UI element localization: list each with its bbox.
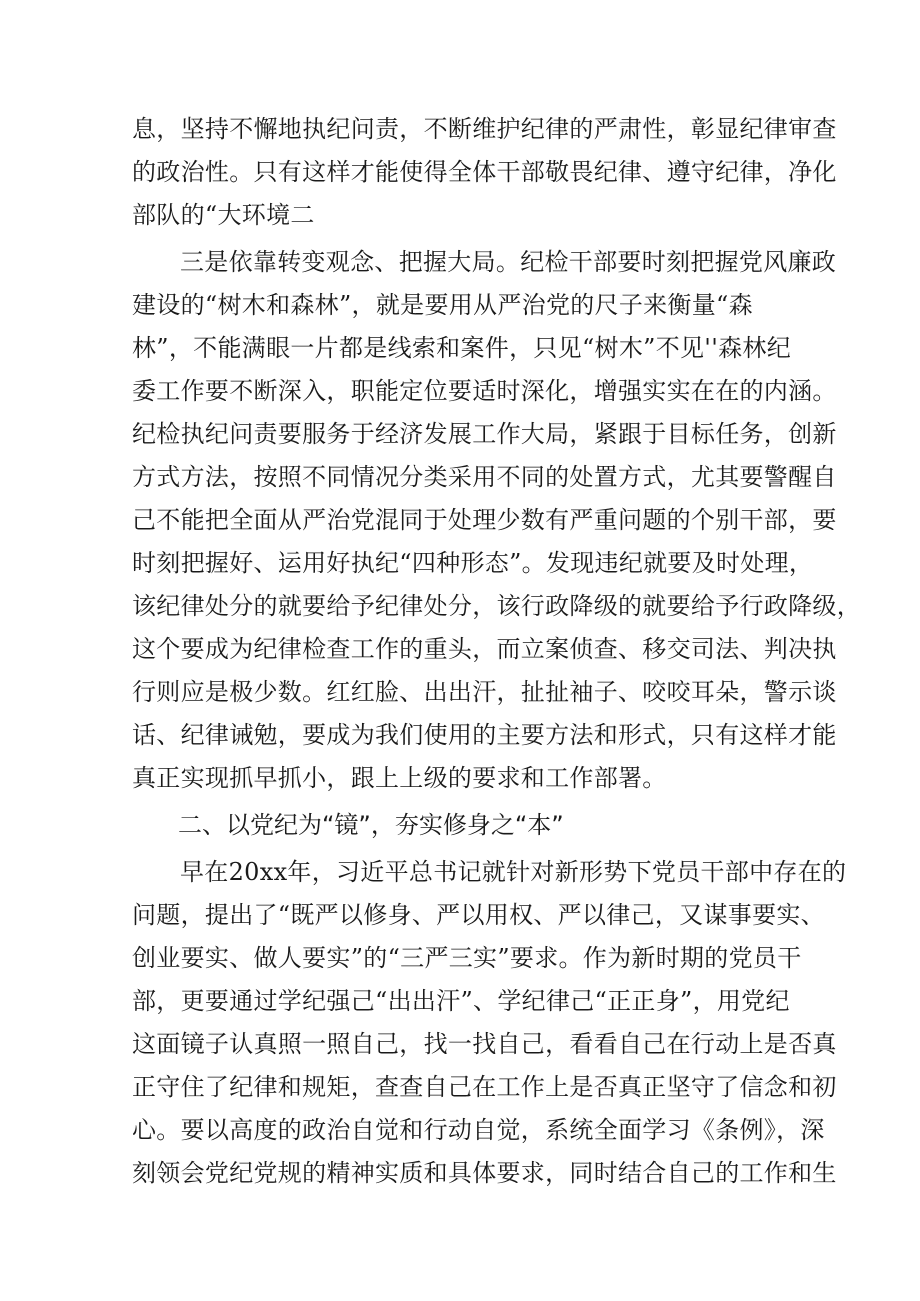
- paragraph-point-three: [132, 241, 861, 800]
- section-heading: 二、以党纪为“镜”，夯实修身之“本”: [178, 811, 564, 839]
- text-line: 刻领会党纪党规的精神实质和具体要求，同时结合自己的工作和生: [132, 1159, 837, 1187]
- text-line: 部，更要通过学纪强己“出出汗”、学纪律己“正正身”，用党纪: [132, 987, 790, 1015]
- text-line: 该纪律处分的就要给予纪律处分，该行政降级的就要给予行政降级，: [132, 592, 861, 620]
- text-line: 问题，提出了“既严以修身、严以用权、严以律己，又谋事要实、: [132, 901, 825, 929]
- text-line: 三是依靠转变观念、把握大局。纪检干部要时刻把握党风廉政: [180, 248, 837, 276]
- paragraph-continuation: [132, 108, 837, 237]
- text-line: 林”，不能满眼一片都是线索和案件，只见“树木”不见''森林纪: [132, 334, 792, 362]
- text-line: 这面镜子认真照一照自己，找一找自己，看看自己在行动上是否真: [132, 1030, 837, 1058]
- text-line: 真正实现抓早抓小，跟上上级的要求和工作部署。: [132, 764, 667, 792]
- text-line: 时刻把握好、运用好执纪“四种形态”。发现违纪就要及时处理，: [132, 549, 814, 577]
- text-line: 正守住了纪律和规矩，查查自己在工作上是否真正坚守了信念和初: [132, 1073, 837, 1101]
- text-line: 部队的“大环境二: [132, 201, 315, 229]
- text-line: 己不能把全面从严治党混同于处理少数有严重问题的个别干部，要: [132, 506, 837, 534]
- text-line: 方式方法，按照不同情况分类采用不同的处置方式，尤其要警醒自: [132, 463, 837, 491]
- text-line: 的政治性。只有这样才能使得全体干部敬畏纪律、遵守纪律，净化: [132, 158, 837, 186]
- text-line: 纪检执纪问责要服务于经济发展工作大局，紧跟于目标任务，创新: [132, 420, 837, 448]
- text-line: 早在20xx年，习近平总书记就针对新形势下党员干部中存在的: [180, 858, 847, 886]
- text-line: 委工作要不断深入，职能定位要适时深化，增强实实在在的内涵。: [132, 377, 837, 405]
- text-line: 行则应是极少数。红红脸、出出汗，扯扯袖子、咬咬耳朵，警示谈: [132, 678, 837, 706]
- paragraph-section-two: [132, 851, 847, 1195]
- text-line: 建设的“树木和森林”，就是要用从严治党的尺子来衡量“森: [132, 291, 753, 319]
- text-line: 创业要实、做人要实”的“三严三实”要求。作为新时期的党员干: [132, 944, 802, 972]
- text-line: 心。要以高度的政治自觉和行动自觉，系统全面学习《条例》，深: [132, 1116, 825, 1144]
- text-line: 息，坚持不懈地执纪问责，不断维护纪律的严肃性，彰显纪律审查: [132, 115, 837, 143]
- text-line: 话、纪律诫勉，要成为我们使用的主要方法和形式，只有这样才能: [132, 721, 837, 749]
- text-line: 这个要成为纪律检查工作的重头，而立案侦查、移交司法、判决执: [132, 635, 837, 663]
